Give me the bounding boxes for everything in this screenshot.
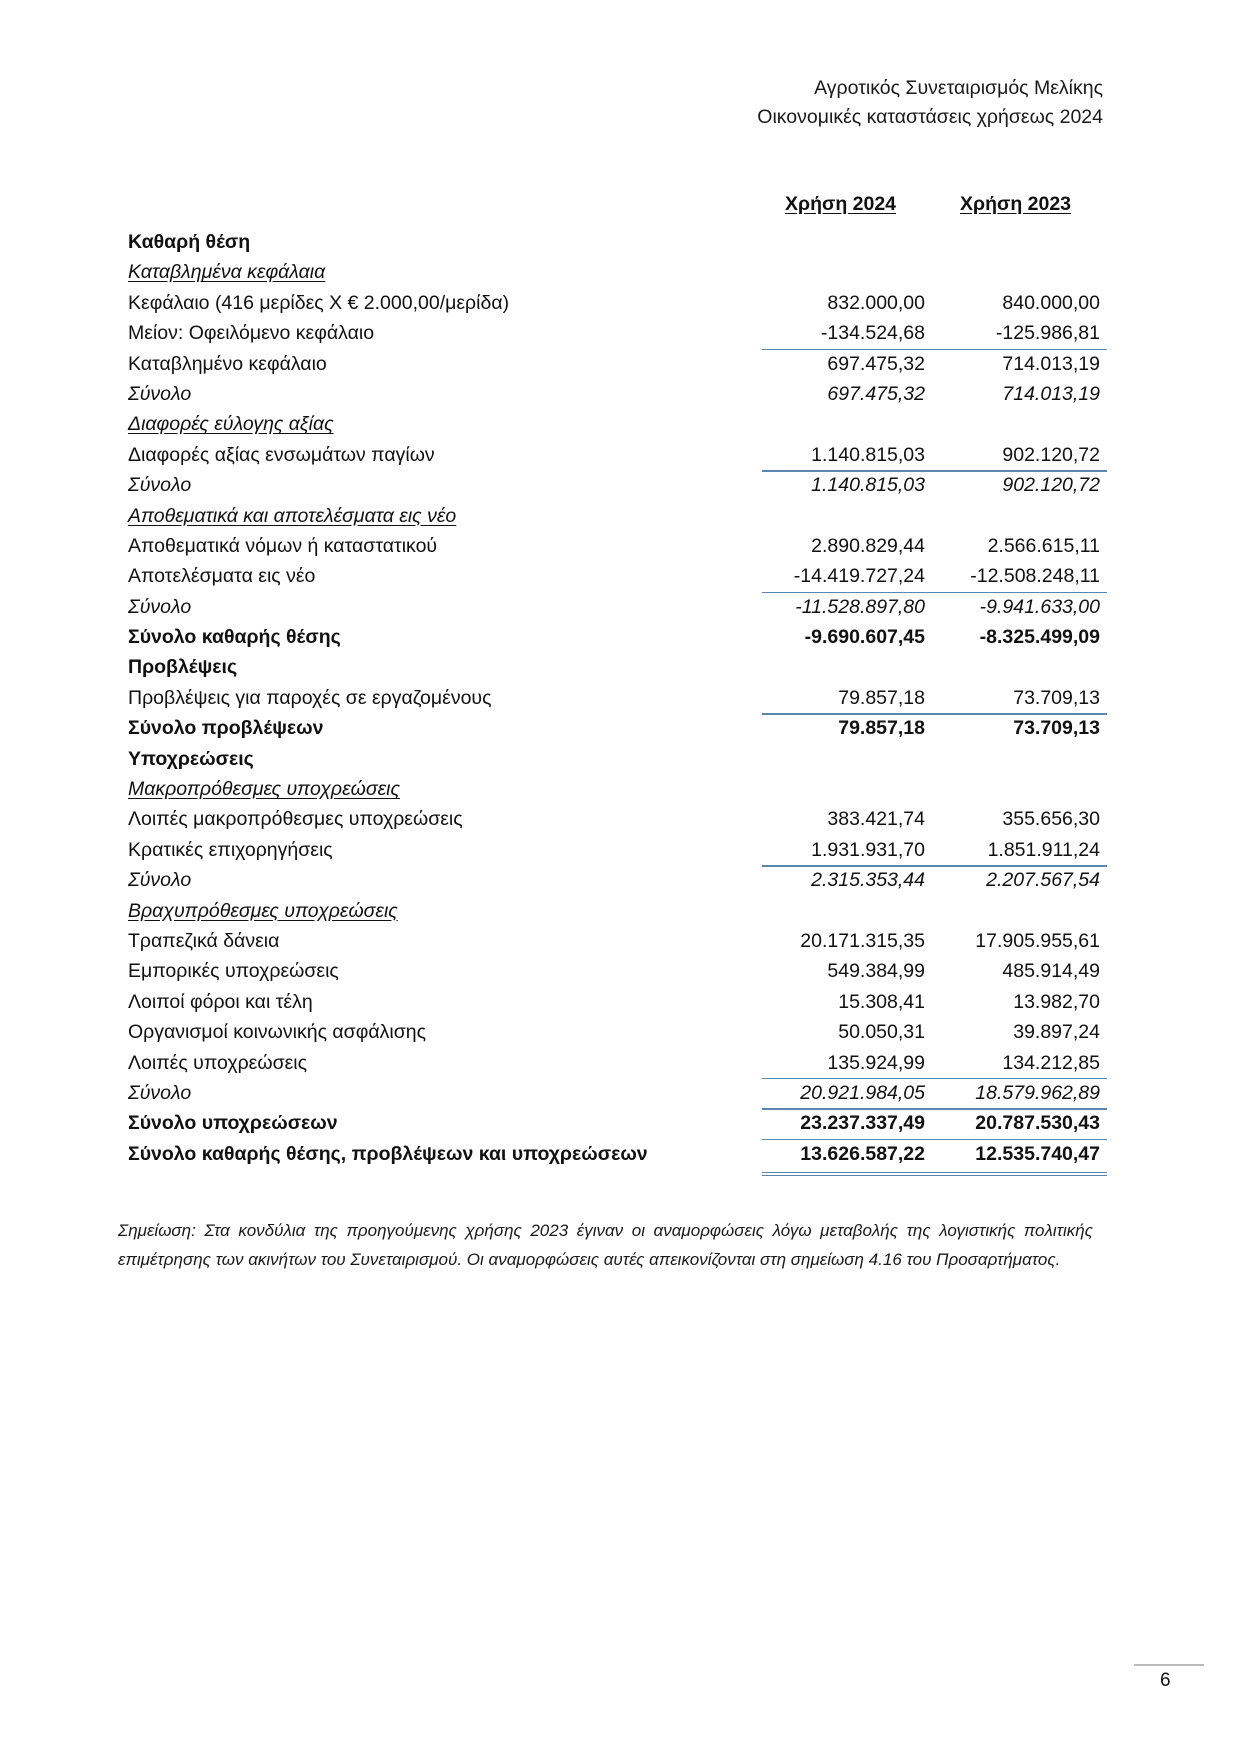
column-header-2023: Χρήση 2023 <box>960 193 1072 215</box>
table-row <box>128 227 1113 257</box>
value-2023: 39.897,24 <box>1013 1021 1100 1044</box>
row-label: Προβλέψεις για παροχές σε εργαζομένους <box>128 686 492 709</box>
table-row <box>128 652 1113 682</box>
row-label: Διαφορές εύλογης αξίας <box>128 413 334 436</box>
row-label: Σύνολο <box>128 1081 192 1104</box>
row-label: Σύνολο υποχρεώσεων <box>128 1112 338 1135</box>
row-label: Λοιποί φόροι και τέλη <box>128 990 313 1013</box>
table-row <box>128 804 1113 834</box>
value-2023: 73.709,13 <box>1013 686 1100 709</box>
column-header-2024: Χρήση 2024 <box>785 193 897 215</box>
value-2024: 832.000,00 <box>827 291 925 314</box>
table-row <box>128 774 1113 804</box>
value-2024: 697.475,32 <box>827 382 925 405</box>
row-label: Διαφορές αξίας ενσωμάτων παγίων <box>128 443 435 466</box>
value-2024: 23.237.337,49 <box>800 1112 925 1135</box>
value-2023: 12.535.740,47 <box>975 1142 1100 1165</box>
value-2023: -8.325.499,09 <box>979 626 1100 649</box>
value-2024: 20.171.315,35 <box>800 929 925 952</box>
table-row <box>128 744 1113 774</box>
footnote: Σημείωση: Στα κονδύλια της προηγούμενης χρήσης 2023 έγιναν οι αναμορφώσεις λόγω μεταβολής της λογιστικής πολιτικής επιμέτρησης των ακινήτων του Συνεταιρισμού. Οι αναμορφώσεις αυτές απεικονίζονται στη σημείωση 4.16 του Προσαρτήματος. <box>118 1221 1093 1269</box>
row-label: Σύνολο <box>128 869 192 892</box>
value-2023: 13.982,70 <box>1013 990 1100 1013</box>
table-row <box>128 288 1113 318</box>
value-2024: -11.528.897,80 <box>795 595 925 618</box>
table-row <box>128 501 1113 531</box>
organization-name: Αγροτικός Συνεταιρισμός Μελίκης <box>814 77 1103 99</box>
page-number-rule <box>1134 1664 1204 1666</box>
table-row <box>128 835 1113 865</box>
table-row <box>128 440 1113 470</box>
table-row <box>128 987 1113 1017</box>
value-2024: 549.384,99 <box>827 960 925 983</box>
table-row <box>128 592 1113 622</box>
value-2024: 2.890.829,44 <box>811 534 925 557</box>
value-2024: -14.419.727,24 <box>793 565 925 588</box>
table-row <box>128 379 1113 409</box>
table-row <box>128 561 1113 591</box>
value-2023: 134.212,85 <box>1002 1051 1100 1074</box>
row-label: Υποχρεώσεις <box>128 747 254 770</box>
value-2023: 18.579.962,89 <box>975 1081 1100 1104</box>
double-rule <box>762 1172 1107 1174</box>
value-2023: 2.207.567,54 <box>986 869 1100 892</box>
value-2024: 135.924,99 <box>827 1051 925 1074</box>
row-label: Αποτελέσματα εις νέο <box>128 565 316 588</box>
row-label: Κρατικές επιχορηγήσεις <box>128 838 333 861</box>
row-label: Καταβλημένο κεφάλαιο <box>128 352 327 375</box>
row-label: Οργανισμοί κοινωνικής ασφάλισης <box>128 1021 426 1044</box>
page-header <box>757 74 1103 132</box>
value-2024: 79.857,18 <box>838 717 925 740</box>
row-label: Κεφάλαιο (416 μερίδες X € 2.000,00/μερίδα) <box>128 291 510 314</box>
value-2023: 20.787.530,43 <box>975 1112 1100 1135</box>
row-label: Λοιπές μακροπρόθεσμες υποχρεώσεις <box>128 808 463 831</box>
table-row <box>128 318 1113 348</box>
table-row <box>128 683 1113 713</box>
row-label: Εμπορικές υποχρεώσεις <box>128 960 339 983</box>
page-number: 6 <box>1160 1670 1171 1691</box>
document-subtitle: Οικονομικές καταστάσεις χρήσεως 2024 <box>757 106 1103 128</box>
value-2024: 15.308,41 <box>838 990 925 1013</box>
value-2023: 2.566.615,11 <box>987 534 1100 557</box>
table-row <box>128 470 1113 500</box>
table-row <box>128 926 1113 956</box>
value-2023: -125.986,81 <box>995 322 1100 345</box>
row-label: Βραχυπρόθεσμες υποχρεώσεις <box>128 899 398 922</box>
row-label: Σύνολο καθαρής θέσης, προβλέψεων και υποχρεώσεων <box>128 1142 648 1165</box>
row-label: Σύνολο <box>128 474 192 497</box>
value-2024: 1.140.815,03 <box>811 474 925 497</box>
double-rule <box>762 1175 1107 1177</box>
value-2024: 50.050,31 <box>838 1021 925 1044</box>
table-row <box>128 713 1113 743</box>
table-row <box>128 409 1113 439</box>
value-2023: 714.013,19 <box>1002 352 1100 375</box>
value-2024: -9.690.607,45 <box>804 626 925 649</box>
value-2024: 697.475,32 <box>827 352 925 375</box>
value-2023: 840.000,00 <box>1002 291 1100 314</box>
table-row <box>128 865 1113 895</box>
row-label: Μείον: Οφειλόμενο κεφάλαιο <box>128 322 375 345</box>
table-row <box>128 956 1113 986</box>
row-label: Λοιπές υποχρεώσεις <box>128 1051 308 1074</box>
value-2024: 13.626.587,22 <box>800 1142 925 1165</box>
table-row <box>128 1108 1113 1138</box>
value-2023: 902.120,72 <box>1002 474 1100 497</box>
value-2024: 79.857,18 <box>838 686 925 709</box>
value-2023: 1.851.911,24 <box>987 838 1100 861</box>
row-label: Σύνολο καθαρής θέσης <box>128 626 341 649</box>
value-2024: -134.524,68 <box>820 322 925 345</box>
value-2024: 383.421,74 <box>827 808 925 831</box>
value-2023: 73.709,13 <box>1013 717 1100 740</box>
row-label: Καταβλημένα κεφάλαια <box>128 261 326 284</box>
value-2023: 485.914,49 <box>1002 960 1100 983</box>
value-2023: 902.120,72 <box>1002 443 1100 466</box>
value-2024: 20.921.984,05 <box>800 1081 925 1104</box>
value-2024: 1.931.931,70 <box>811 838 925 861</box>
row-label: Καθαρή θέση <box>128 231 251 253</box>
row-label: Αποθεματικά νόμων ή καταστατικού <box>128 534 438 557</box>
table-body <box>128 227 1113 1169</box>
column-headers <box>128 193 1113 227</box>
table-row <box>128 896 1113 926</box>
table-row <box>128 622 1113 652</box>
value-2023: -12.508.248,11 <box>970 565 1100 588</box>
table-row <box>128 1017 1113 1047</box>
table-row <box>128 1048 1113 1078</box>
row-label: Σύνολο <box>128 382 192 405</box>
row-label: Προβλέψεις <box>128 656 238 679</box>
table-row <box>128 257 1113 287</box>
table-row <box>128 1139 1113 1169</box>
row-label: Τραπεζικά δάνεια <box>128 929 280 952</box>
table-row <box>128 349 1113 379</box>
row-label: Σύνολο <box>128 595 192 618</box>
row-label: Αποθεματικά και αποτελέσματα εις νέο <box>128 504 457 527</box>
table-row <box>128 531 1113 561</box>
row-label: Σύνολο προβλέψεων <box>128 717 324 740</box>
value-2023: 17.905.955,61 <box>975 929 1100 952</box>
value-2024: 1.140.815,03 <box>811 443 925 466</box>
balance-sheet-table <box>128 193 1113 1169</box>
row-label: Μακροπρόθεσμες υποχρεώσεις <box>128 778 400 801</box>
value-2023: 714.013,19 <box>1002 382 1100 405</box>
table-row <box>128 1078 1113 1108</box>
value-2023: -9.941.633,00 <box>979 595 1100 618</box>
value-2023: 355.656,30 <box>1002 808 1100 831</box>
value-2024: 2.315.353,44 <box>811 869 925 892</box>
